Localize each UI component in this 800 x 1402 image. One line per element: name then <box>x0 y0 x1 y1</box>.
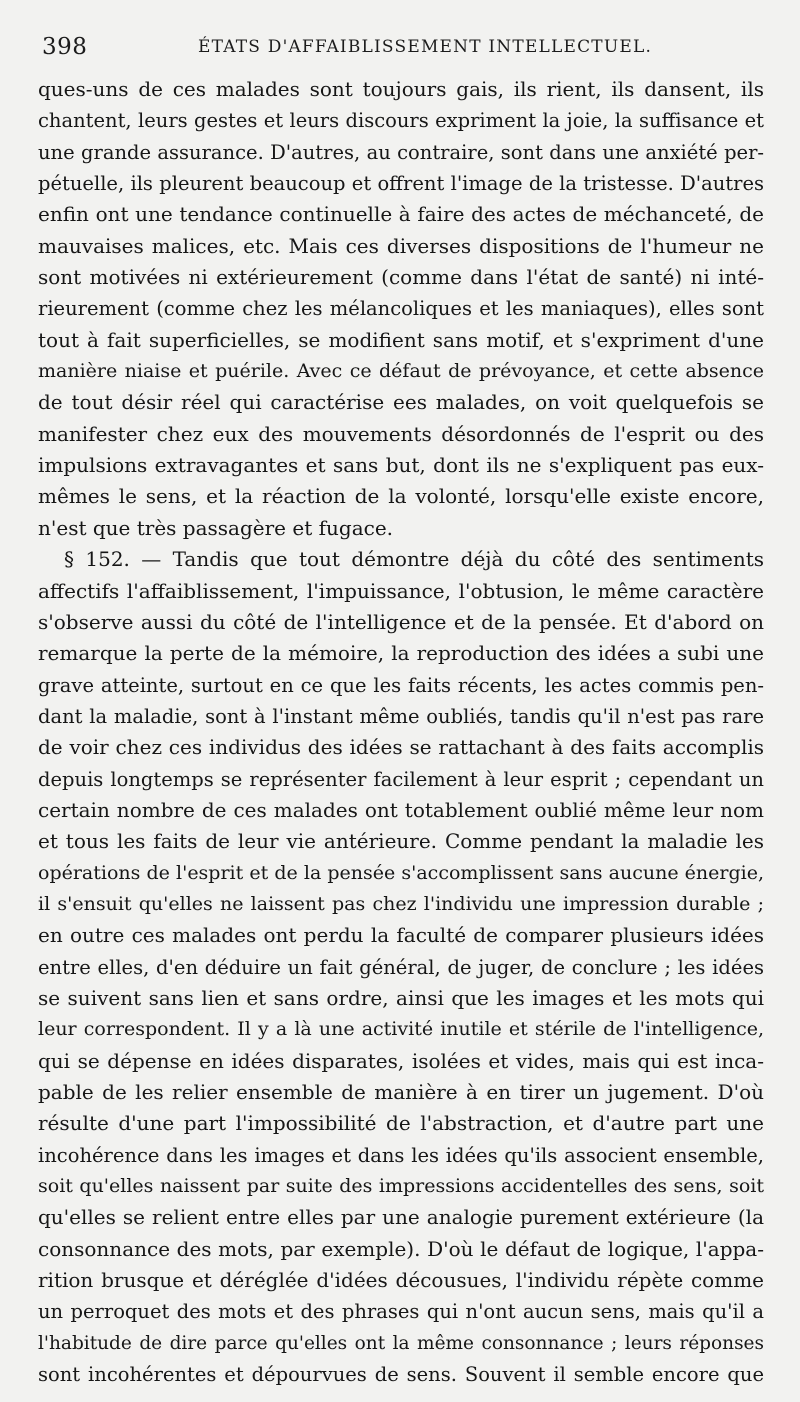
text-line: qui se dépense en idées disparates, isolées et vides, mais qui est inca- <box>38 1048 764 1073</box>
text-line: tout à fait superficielles, se modifient sans motif, et s'expriment d'une <box>38 327 764 352</box>
text-line: sont motivées ni extérieurement (comme dans l'état de santé) ni inté- <box>38 265 764 290</box>
running-head <box>38 34 760 64</box>
text-line: se suivent sans lien et sans ordre, ainsi que les images et les mots qui <box>38 985 764 1010</box>
text-line: impulsions extravagantes et sans but, dont ils ne s'expliquent pas eux- <box>38 453 764 478</box>
text-line: qu'elles se relient entre elles par une analogie purement extérieure (la <box>38 1205 764 1230</box>
text-line: et tous les faits de leur vie antérieure. Comme pendant la maladie les <box>38 829 764 854</box>
text-line: affectifs l'affaiblissement, l'impuissance, l'obtusion, le même caractère <box>38 578 764 603</box>
text-line: leur correspondent. Il y a là une activité inutile et stérile de l'intelligence, <box>38 1018 764 1041</box>
text-line: opérations de l'esprit et de la pensée s'accomplissent sans aucune énergie, <box>38 861 764 884</box>
text-line: en outre ces malades ont perdu la faculté de comparer plusieurs idées <box>38 923 764 948</box>
text-line: chantent, leurs gestes et leurs discours expriment la joie, la suffisance et <box>38 109 764 133</box>
text-line: incohérence dans les images et dans les idées qu'ils associent ensemble, <box>38 1143 764 1167</box>
section-heading-line: § 152. — Tandis que tout démontre déjà du côté des sentiments <box>64 547 764 572</box>
text-line: enfin ont une tendance continuelle à faire des actes de méchanceté, de <box>38 202 764 227</box>
text-line: dant la maladie, sont à l'instant même oubliés, tandis qu'il n'est pas rare <box>38 704 764 728</box>
text-line: grave atteinte, surtout en ce que les faits récents, les actes commis pen- <box>38 673 764 697</box>
text-line: un perroquet des mots et des phrases qui n'ont aucun sens, mais qu'il a <box>38 1300 764 1324</box>
text-line: il s'ensuit qu'elles ne laissent pas chez l'individu une impression durable ; <box>38 892 764 915</box>
text-line: pétuelle, ils pleurent beaucoup et offrent l'image de la tristesse. D'autres <box>38 172 764 196</box>
text-line: consonnance des mots, par exemple). D'où le défaut de logique, l'appa- <box>38 1236 764 1261</box>
text-line: sont incohérentes et dépourvues de sens. Souvent il semble encore que <box>38 1363 764 1387</box>
text-line: manifester chez eux des mouvements désordonnés de l'esprit ou des <box>38 421 764 446</box>
text-line: une grande assurance. D'autres, au contraire, sont dans une anxiété per- <box>38 140 764 164</box>
paragraph-end-line: n'est que très passagère et fugace. <box>38 515 394 540</box>
text-line: soit qu'elles naissent par suite des impressions accidentelles des sens, soit <box>38 1175 764 1198</box>
text-line: remarque la perte de la mémoire, la reproduction des idées a subi une <box>38 641 764 666</box>
text-line: manière niaise et puérile. Avec ce défaut de prévoyance, et cette absence <box>38 360 764 383</box>
text-line: résulte d'une part l'impossibilité de l'abstraction, et d'autre part une <box>38 1111 764 1136</box>
running-title: ÉTATS D'AFFAIBLISSEMENT INTELLECTUEL. <box>198 37 653 57</box>
text-line: depuis longtemps se représenter facilement à leur esprit ; cependant un <box>38 767 764 791</box>
text-line: rieurement (comme chez les mélancoliques et les maniaques), elles sont <box>38 297 764 321</box>
text-line: pable de les relier ensemble de manière à en tirer un jugement. D'où <box>38 1080 764 1104</box>
text-line: de tout désir réel qui caractérise ees malades, on voit quelquefois se <box>38 390 764 415</box>
page-number: 398 <box>42 34 88 60</box>
text-line: mêmes le sens, et la réaction de la volonté, lorsqu'elle existe encore, <box>38 484 764 509</box>
text-line: ques-uns de ces malades sont toujours gais, ils rient, ils dansent, ils <box>38 77 764 101</box>
text-line: l'habitude de dire parce qu'elles ont la même consonnance ; leurs réponses <box>38 1332 764 1354</box>
text-line: de voir chez ces individus des idées se rattachant à des faits accomplis <box>38 735 764 760</box>
text-line: mauvaises malices, etc. Mais ces diverses dispositions de l'humeur ne <box>38 233 764 258</box>
text-line: s'observe aussi du côté de l'intelligence et de la pensée. Et d'abord on <box>38 609 764 634</box>
text-line: certain nombre de ces malades ont totablement oublié même leur nom <box>38 797 764 822</box>
text-line: rition brusque et déréglée d'idées décousues, l'individu répète comme <box>38 1268 764 1293</box>
text-line: entre elles, d'en déduire un fait général, de juger, de conclure ; les idées <box>38 955 764 979</box>
body-text <box>38 74 764 1390</box>
